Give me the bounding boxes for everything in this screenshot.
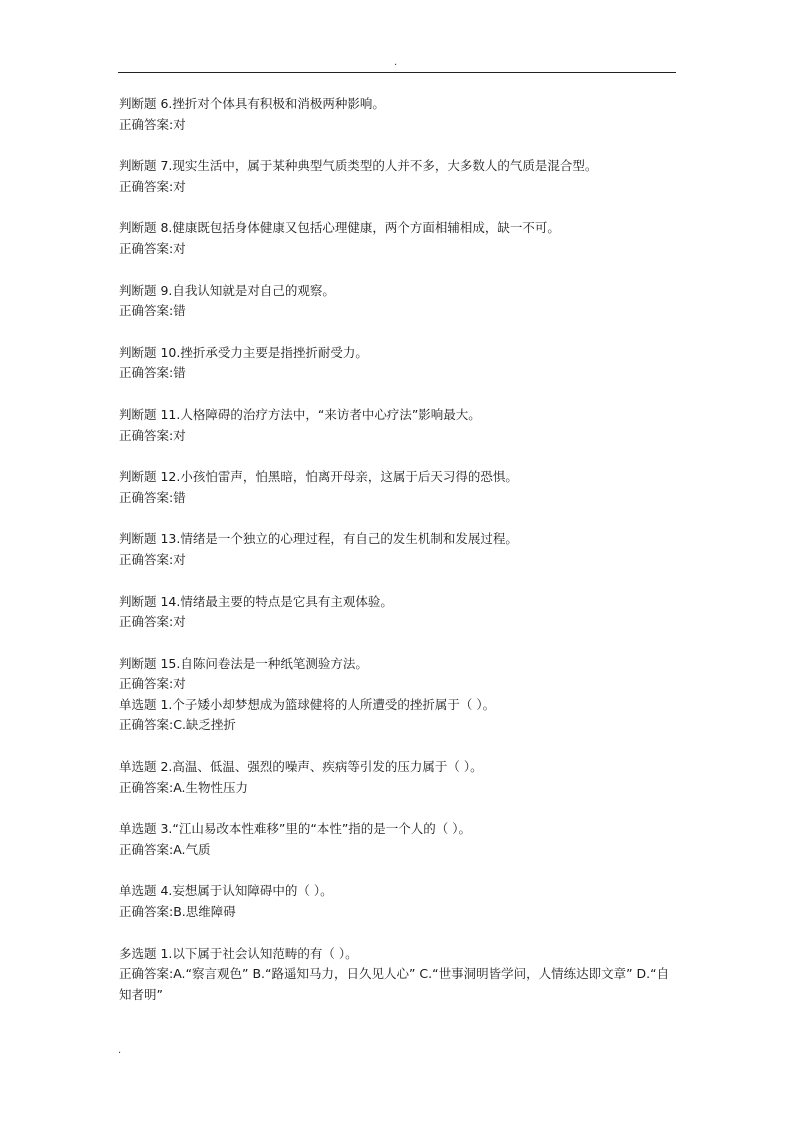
answer-text: 正确答案:对 xyxy=(119,240,186,256)
header-rule xyxy=(118,72,676,73)
question-item xyxy=(119,881,679,922)
question-item xyxy=(119,94,679,135)
answer-text: 正确答案:错 xyxy=(119,489,186,505)
answer-text: 正确答案:对 xyxy=(119,116,186,132)
question-item xyxy=(119,467,679,508)
answer-text: 正确答案:A.生物性压力 xyxy=(119,779,249,795)
answer-text: 正确答案:A.气质 xyxy=(119,841,211,857)
question-item xyxy=(119,281,679,322)
question-text: 判断题 11.人格障碍的治疗方法中，“来访者中心疗法”影响最大。 xyxy=(119,406,481,422)
question-item xyxy=(119,156,679,197)
question-item xyxy=(119,218,679,259)
answer-text: 正确答案:对 xyxy=(119,178,186,194)
question-item xyxy=(119,405,679,446)
question-text: 单选题 3.“江山易改本性难移”里的“本性”指的是一个人的（ ）。 xyxy=(119,821,472,837)
question-text: 单选题 4.妄想属于认知障碍中的（ ）。 xyxy=(119,883,333,899)
question-text: 多选题 1.以下属于社会认知范畴的有（ ）。 xyxy=(119,945,358,961)
question-text: 判断题 15.自陈问卷法是一种纸笔测验方法。 xyxy=(119,655,368,671)
answer-text: 正确答案:对 xyxy=(119,551,186,567)
header-mark: . xyxy=(394,57,398,68)
question-item xyxy=(119,757,679,798)
footer-mark: . xyxy=(118,1045,122,1056)
question-text: 判断题 9.自我认知就是对自己的观察。 xyxy=(119,282,335,298)
question-item xyxy=(119,944,679,1006)
answer-text: 正确答案:对 xyxy=(119,676,186,692)
question-item xyxy=(119,343,679,384)
question-item xyxy=(119,654,679,695)
question-text: 判断题 6.挫折对个体具有积极和消极两种影响。 xyxy=(119,96,385,111)
question-item xyxy=(119,819,679,860)
answer-text: 正确答案:对 xyxy=(119,427,186,443)
question-text: 判断题 7.现实生活中，属于某种典型气质类型的人并不多，大多数人的气质是混合型。 xyxy=(119,158,598,174)
question-text: 单选题 1.个子矮小却梦想成为篮球健将的人所遭受的挫折属于（ ）。 xyxy=(119,696,496,712)
question-item xyxy=(119,529,679,570)
question-text: 判断题 12.小孩怕雷声，怕黑暗，怕离开母亲，这属于后天习得的恐惧。 xyxy=(119,469,518,485)
question-item xyxy=(119,592,679,633)
answer-text: 正确答案:A.“察言观色” B.“路遥知马力，日久见人心” C.“世事洞明皆学问，人情练达即文章” D.“自知者明” xyxy=(119,966,670,1002)
question-item xyxy=(119,695,679,736)
question-text: 判断题 13.情绪是一个独立的心理过程，有自己的发生机制和发展过程。 xyxy=(119,531,518,547)
answer-text: 正确答案:错 xyxy=(119,365,186,381)
question-text: 单选题 2.高温、低温、强烈的噪声、疾病等引发的压力属于（ ）。 xyxy=(119,759,483,775)
document-body xyxy=(119,94,679,1005)
answer-text: 正确答案:B.思维障碍 xyxy=(119,904,236,920)
question-text: 判断题 14.情绪最主要的特点是它具有主观体验。 xyxy=(119,593,393,609)
question-text: 判断题 8.健康既包括身体健康又包括心理健康，两个方面相辅相成，缺一不可。 xyxy=(119,220,560,236)
answer-text: 正确答案:错 xyxy=(119,303,186,319)
answer-text: 正确答案:对 xyxy=(119,614,186,630)
answer-text: 正确答案:C.缺乏挫折 xyxy=(119,717,236,733)
question-text: 判断题 10.挫折承受力主要是指挫折耐受力。 xyxy=(119,344,368,360)
